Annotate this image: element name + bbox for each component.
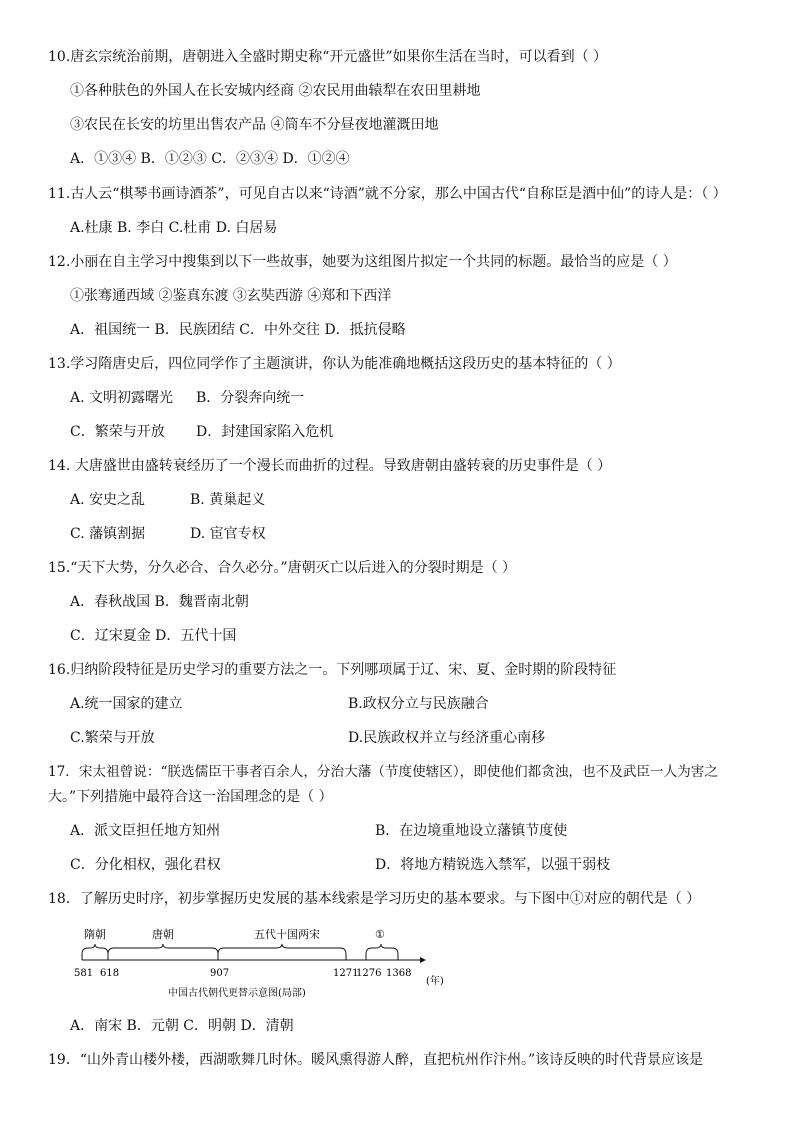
q10-stem: 10.唐玄宗统治前期，唐朝进入全盛时期史称“开元盛世”如果你生活在当时，可以看到（ ） (48, 49, 608, 65)
brace-blank (366, 944, 398, 954)
year-1276: 1276 (356, 968, 382, 979)
brace-tang (108, 944, 218, 954)
q14-option-c: C. 藩镇割据 (70, 526, 146, 542)
dynasty-timeline-figure (60, 920, 460, 1010)
q17-option-b: B．在边境重地设立藩镇节度使 (375, 823, 568, 839)
q15-options-2: C．辽宋夏金 D．五代十国 (70, 628, 237, 644)
brace-sui (82, 944, 108, 954)
q17-stem-1: 17．宋太祖曾说：“朕选儒臣干事者百余人，分治大藩（节度使辖区），即使他们都贪浊，也不及武臣一人为害之 (48, 764, 718, 780)
label-sui: 隋朝 (84, 928, 106, 941)
label-wudai-song: 五代十国两宋 (254, 928, 320, 941)
q11-stem: 11.古人云“棋琴书画诗酒茶”，可见自古以来“诗酒”就不分家，那么中国古代“自称臣是酒中仙”的诗人是：（ ） (48, 186, 727, 202)
q14-option-b: B. 黄巢起义 (190, 492, 266, 508)
q14-stem: 14. 大唐盛世由盛转衰经历了一个漫长而曲折的过程。导致唐朝由盛转衰的历史事件是（ ） (48, 458, 612, 474)
q16-option-b: B.政权分立与民族融合 (348, 696, 489, 712)
q15-options-1: A．春秋战国 B．魏晋南北朝 (70, 594, 249, 610)
label-blank-circle: ① (375, 928, 385, 941)
q13-option-b: B．分裂奔向统一 (196, 390, 305, 406)
q12-statements: ①张骞通西域 ②鉴真东渡 ③玄奘西游 ④郑和下西洋 (70, 288, 392, 304)
label-tang: 唐朝 (152, 928, 174, 941)
q13-stem: 13.学习隋唐史后，四位同学作了主题演讲，你认为能准确地概括这段历史的基本特征的（ ） (48, 356, 621, 372)
q12-stem: 12.小丽在自主学习中搜集到以下一些故事，她要为这组图片拟定一个共同的标题。最恰当的应是（ ） (48, 254, 677, 270)
year-1271: 1271 (333, 968, 359, 979)
q19-stem: 19．“山外青山楼外楼，西湖歌舞几时休。暖风熏得游人醉，直把杭州作汴州。”该诗反映的时代背景应该是 (48, 1052, 704, 1068)
year-618: 618 (100, 968, 120, 979)
q17-option-a: A．派文臣担任地方知州 (70, 823, 221, 839)
q16-stem: 16.归纳阶段特征是历史学习的重要方法之一。下列哪项属于辽、宋、夏、金时期的阶段特征 (48, 662, 617, 678)
q13-option-a: A. 文明初露曙光 (70, 390, 174, 406)
timeline-caption: 中国古代朝代更替示意图(局部) (168, 988, 306, 999)
q10-statements-2: ③农民在长安的坊里出售农产品 ④筒车不分昼夜地灌溉田地 (70, 117, 439, 133)
q10-statements-1: ①各种肤色的外国人在长安城内经商 ②农民用曲辕犁在农田里耕地 (70, 83, 481, 99)
q17-option-d: D．将地方精锐选入禁军，以强干弱枝 (375, 857, 611, 873)
q18-options: A．南宋 B．元朝 C．明朝 D．清朝 (70, 1018, 294, 1034)
q17-option-c: C．分化相权，强化君权 (70, 857, 221, 873)
q15-stem: 15.“天下大势，分久必合、合久必分。”唐朝灭亡以后进入的分裂时期是（ ） (48, 560, 517, 576)
year-907: 907 (210, 968, 230, 979)
year-581: 581 (74, 968, 94, 979)
q14-option-a: A. 安史之乱 (70, 492, 146, 508)
timeline-arrow (420, 957, 426, 963)
q12-options: A．祖国统一 B．民族团结 C．中外交往 D．抵抗侵略 (70, 322, 406, 338)
year-1368: 1368 (386, 968, 412, 979)
timeline-unit: (年) (426, 976, 444, 987)
q18-stem: 18．了解历史时序，初步掌握历史发展的基本线索是学习历史的基本要求。与下图中①对应的朝代是（ ） (48, 891, 701, 907)
q16-option-c: C.繁荣与开放 (70, 730, 155, 746)
q13-option-c: C．繁荣与开放 (70, 424, 165, 440)
q10-options: A．①③④ B．①②③ C．②③④ D．①②④ (70, 151, 350, 167)
q16-option-d: D.民族政权并立与经济重心南移 (348, 730, 546, 746)
q13-option-d: D．封建国家陷入危机 (196, 424, 334, 440)
q11-options: A.杜康 B. 李白 C.杜甫 D. 白居易 (70, 220, 278, 236)
q16-option-a: A.统一国家的建立 (70, 696, 183, 712)
brace-wudai-song (218, 944, 346, 954)
q17-stem-2: 大。”下列措施中最符合这一治国理念的是（ ） (48, 789, 333, 805)
q14-option-d: D. 宦官专权 (190, 526, 266, 542)
